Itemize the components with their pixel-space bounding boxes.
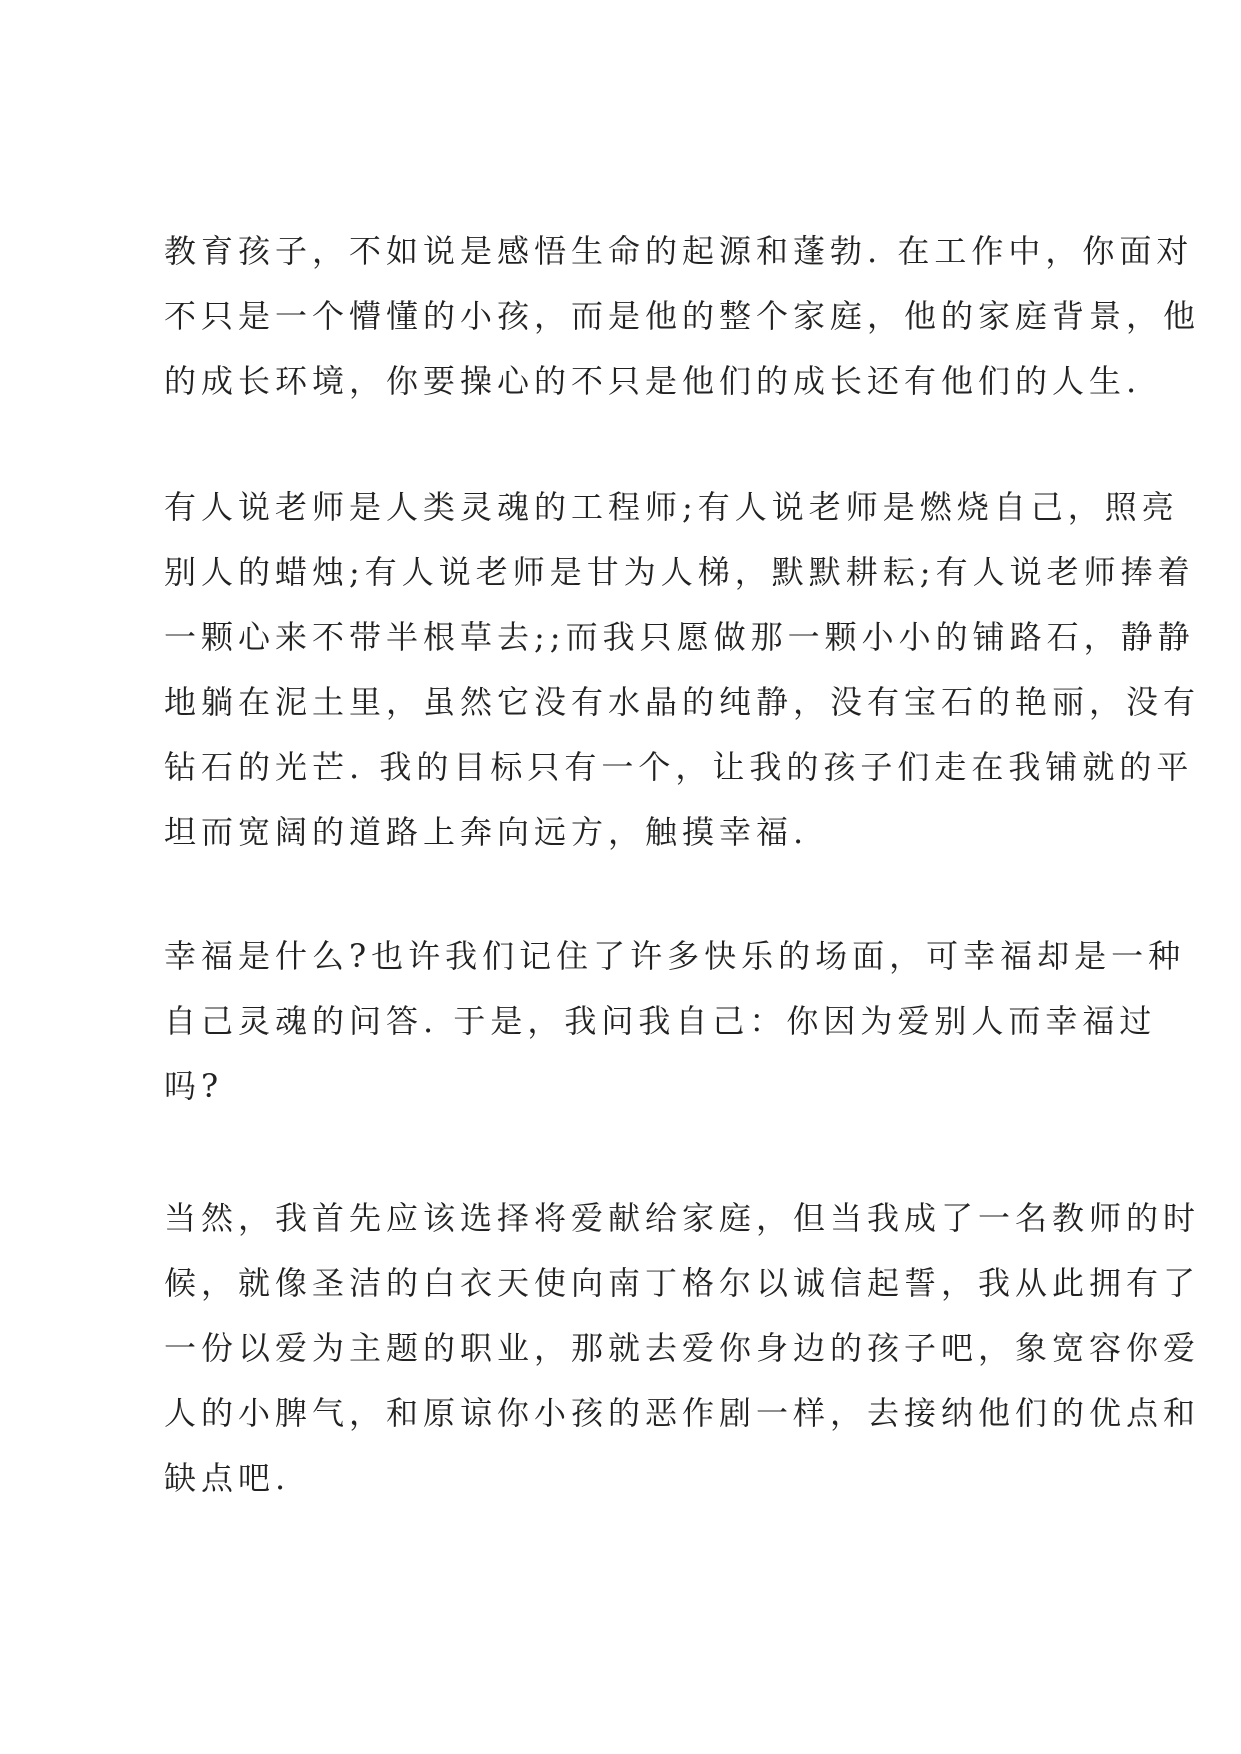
text-line: 一份以爱为主题的职业，那就去爱你身边的孩子吧，象宽容你爱 (164, 1329, 1201, 1367)
text-line: 钻石的光芒. 我的目标只有一个，让我的孩子们走在我铺就的平 (164, 748, 1194, 786)
text-line: 有人说老师是人类灵魂的工程师;有人说老师是燃烧自己，照亮 (164, 488, 1179, 526)
paragraph-1 (164, 219, 1201, 414)
text-line: 吗? (164, 1067, 224, 1105)
paragraph-2 (164, 475, 1201, 865)
text-line: 坦而宽阔的道路上奔向远方，触摸幸福. (164, 813, 809, 851)
text-line: 当然，我首先应该选择将爱献给家庭，但当我成了一名教师的时 (164, 1199, 1201, 1237)
text-line: 缺点吧. (164, 1459, 291, 1497)
paragraph-4 (164, 1186, 1201, 1511)
paragraph-3 (164, 924, 1186, 1119)
text-line: 地躺在泥土里，虽然它没有水晶的纯静，没有宝石的艳丽，没有 (164, 683, 1201, 721)
text-line: 别人的蜡烛;有人说老师是甘为人梯，默默耕耘;有人说老师捧着 (164, 553, 1195, 591)
text-line: 的成长环境，你要操心的不只是他们的成长还有他们的人生. (164, 362, 1142, 400)
text-line: 自己灵魂的问答. 于是，我问我自己：你因为爱别人而幸福过 (164, 1002, 1157, 1040)
text-line: 教育孩子，不如说是感悟生命的起源和蓬勃. 在工作中，你面对 (164, 232, 1194, 270)
text-line: 候，就像圣洁的白衣天使向南丁格尔以诚信起誓，我从此拥有了 (164, 1264, 1201, 1302)
text-line: 幸福是什么?也许我们记住了许多快乐的场面，可幸福却是一种 (164, 937, 1186, 975)
text-line: 一颗心来不带半根草去;;而我只愿做那一颗小小的铺路石，静静 (164, 618, 1195, 656)
text-line: 人的小脾气，和原谅你小孩的恶作剧一样，去接纳他们的优点和 (164, 1394, 1201, 1432)
text-line: 不只是一个懵懂的小孩，而是他的整个家庭，他的家庭背景，他 (164, 297, 1201, 335)
